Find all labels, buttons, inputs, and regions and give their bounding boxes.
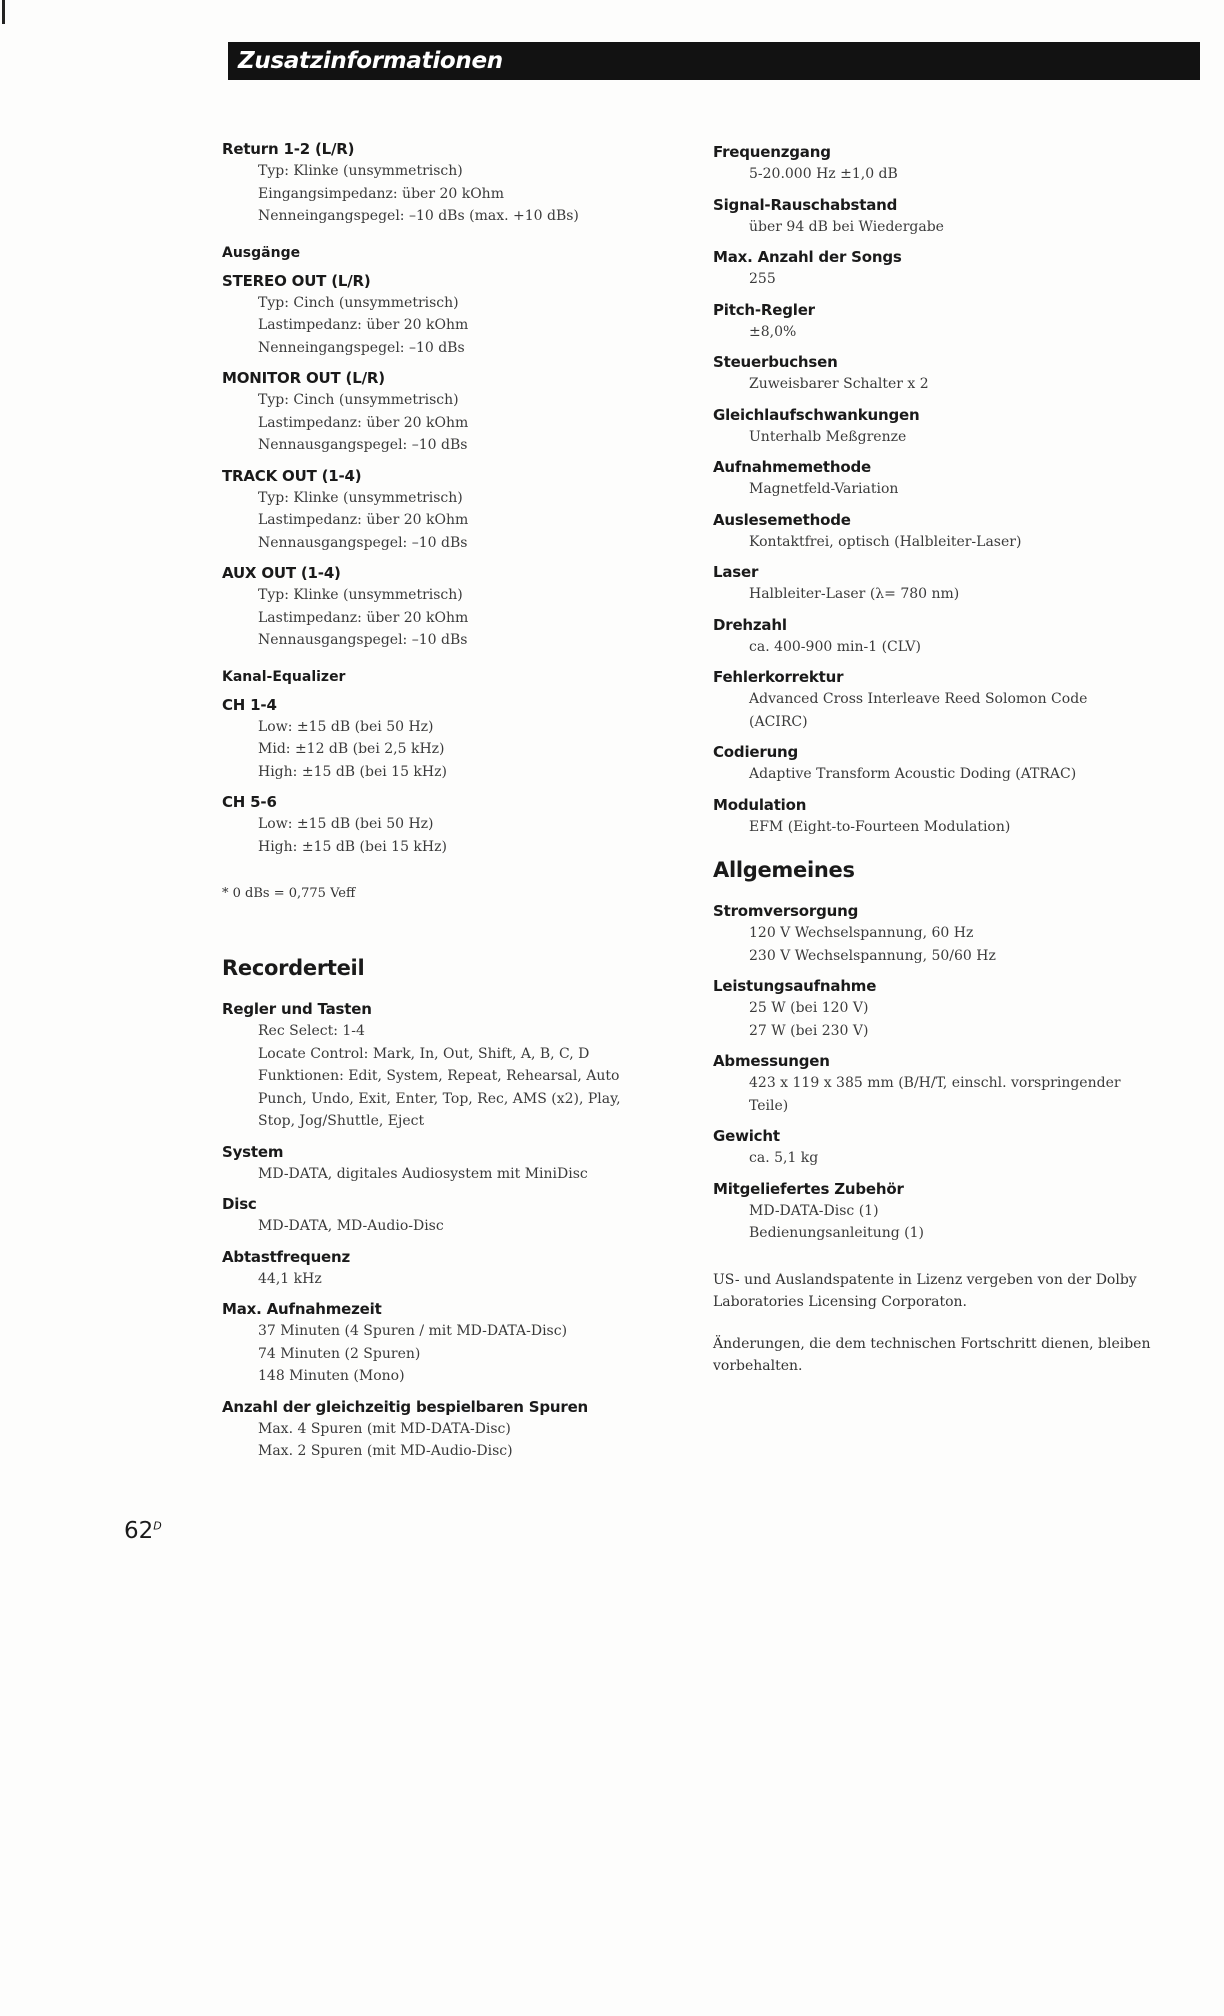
spec-line: 255 (749, 271, 776, 287)
spec-line: Lastimpedanz: über 20 kOhm (258, 609, 469, 626)
left-column (222, 138, 662, 1471)
spec-entry (713, 509, 1183, 554)
spec-line: Punch, Undo, Exit, Enter, Top, Rec, AMS (x2), Play, (258, 1090, 621, 1107)
spec-line: 74 Minuten (2 Spuren) (258, 1345, 421, 1362)
spec-line: Nennausgangspegel: –10 dBs (258, 437, 468, 453)
spec-line: Magnetfeld-Variation (749, 481, 899, 497)
spec-line: Bedienungsanleitung (1) (749, 1225, 924, 1241)
spec-line: 423 x 119 x 385 mm (B/H/T, einschl. vorspringender (749, 1075, 1121, 1091)
spec-line: 5-20.000 Hz ±1,0 dB (749, 166, 898, 182)
spec-line: Low: ±15 dB (bei 50 Hz) (258, 718, 434, 735)
spec-entry (713, 1125, 1183, 1170)
spec-title: Auslesemethode (713, 510, 851, 529)
spec-title: Anzahl der gleichzeitig bespielbaren Spuren (222, 1397, 589, 1416)
spec-line: Typ: Cinch (unsymmetrisch) (258, 294, 459, 311)
footnote: * 0 dBs = 0,775 Veff (222, 886, 356, 901)
spec-entry (222, 367, 662, 457)
spec-entry (222, 138, 662, 228)
spec-title: Drehzahl (713, 615, 787, 634)
spec-line: MD-DATA-Disc (1) (749, 1202, 879, 1219)
spec-line: Lastimpedanz: über 20 kOhm (258, 317, 469, 333)
spec-title: Leistungsaufnahme (713, 977, 877, 995)
spec-entry (713, 900, 1183, 967)
spec-line: 120 V Wechselspannung, 60 Hz (749, 925, 974, 941)
spec-line: (ACIRC) (749, 713, 808, 730)
spec-title: Gewicht (713, 1127, 780, 1145)
spec-line: Funktionen: Edit, System, Repeat, Rehearsal, Auto (258, 1068, 620, 1084)
spec-title: Max. Anzahl der Songs (713, 248, 902, 266)
spec-entry (713, 975, 1183, 1042)
spec-line: 27 W (bei 230 V) (749, 1022, 869, 1039)
spec-line: Lastimpedanz: über 20 kOhm (258, 512, 469, 528)
spec-line: 37 Minuten (4 Spuren / mit MD-DATA-Disc) (258, 1323, 568, 1339)
spec-title: CH 1-4 (222, 695, 277, 714)
change-note: Änderungen, die dem technischen Fortschritt dienen, bleiben vorbehalten. (713, 1335, 1151, 1374)
spec-title: Stromversorgung (713, 902, 859, 920)
spec-line: Typ: Klinke (unsymmetrisch) (258, 489, 463, 506)
spec-title: TRACK OUT (1-4) (222, 466, 362, 485)
spec-line: Stop, Jog/Shuttle, Eject (258, 1113, 425, 1129)
spec-title: Steuerbuchsen (713, 353, 838, 371)
spec-line: 25 W (bei 120 V) (749, 1000, 869, 1016)
spec-line: Typ: Cinch (unsymmetrisch) (258, 392, 459, 408)
section-heading-recorderteil: Recorderteil (222, 956, 365, 980)
spec-title: Gleichlaufschwankungen (713, 405, 920, 424)
spec-line: Lastimpedanz: über 20 kOhm (258, 414, 469, 431)
spec-entry (713, 194, 1183, 239)
spec-entry (713, 666, 1183, 733)
spec-title: Codierung (713, 743, 799, 761)
spec-entry (713, 614, 1183, 659)
spec-title: Mitgeliefertes Zubehör (713, 1179, 904, 1198)
spec-title: Regler und Tasten (222, 1000, 372, 1018)
section-heading-allgemeines: Allgemeines (713, 858, 855, 882)
subheading-kanal-equalizer: Kanal-Equalizer (222, 668, 346, 685)
spec-title: System (222, 1142, 284, 1161)
spec-line: Adaptive Transform Acoustic Doding (ATRAC) (749, 766, 1077, 782)
spec-title: Pitch-Regler (713, 300, 815, 319)
spec-title: Abtastfrequenz (222, 1247, 351, 1266)
spec-line: Nennausgangspegel: –10 dBs (258, 534, 468, 551)
spec-line: über 94 dB bei Wiedergabe (749, 218, 944, 235)
spec-title: MONITOR OUT (L/R) (222, 369, 385, 387)
page-number (124, 1518, 162, 1544)
spec-line: Advanced Cross Interleave Reed Solomon Code (749, 691, 1088, 707)
spec-entry (222, 1298, 662, 1388)
spec-entry (222, 1141, 662, 1186)
page-number-value: 62 (124, 1518, 154, 1544)
spec-entry (713, 141, 1183, 186)
spec-title: Abmessungen (713, 1052, 830, 1070)
spec-line: MD-DATA, MD-Audio-Disc (258, 1218, 444, 1234)
spec-line: Teile) (749, 1097, 789, 1114)
spec-line: Halbleiter-Laser (λ= 780 nm) (749, 586, 960, 602)
spec-line: Nenneingangspegel: –10 dBs (max. +10 dBs) (258, 208, 579, 224)
section-header-bar: Zusatzinformationen (228, 42, 1200, 80)
spec-entry (713, 299, 1183, 344)
spec-entry (222, 998, 662, 1133)
spec-line: ±8,0% (749, 323, 797, 340)
spec-entry (713, 456, 1183, 501)
spec-line: ca. 5,1 kg (749, 1150, 819, 1166)
spec-line: 230 V Wechselspannung, 50/60 Hz (749, 947, 996, 964)
spec-entry (713, 404, 1183, 449)
spec-title: Signal-Rauschabstand (713, 195, 898, 214)
spec-title: Aufnahmemethode (713, 458, 871, 476)
spec-line: Nennausgangspegel: –10 dBs (258, 632, 468, 648)
spec-line: Unterhalb Meßgrenze (749, 428, 907, 445)
spec-line: Mid: ±12 dB (bei 2,5 kHz) (258, 741, 445, 757)
spec-title: Fehlerkorrektur (713, 668, 844, 686)
spec-title: Return 1-2 (L/R) (222, 140, 355, 158)
spec-line: Eingangsimpedanz: über 20 kOhm (258, 185, 504, 202)
spec-entry (222, 1193, 662, 1238)
spec-entry (713, 794, 1183, 839)
spec-line: MD-DATA, digitales Audiosystem mit MiniDisc (258, 1165, 588, 1182)
patent-note: US- und Auslandspatente in Lizenz vergeben von der Dolby Laboratories Licensing Corporaton. (713, 1271, 1137, 1310)
spec-line: 44,1 kHz (258, 1270, 322, 1287)
spec-line: Max. 4 Spuren (mit MD-DATA-Disc) (258, 1420, 511, 1437)
spec-entry (222, 465, 662, 555)
spec-line: Nenneingangspegel: –10 dBs (258, 339, 465, 356)
spec-title: Disc (222, 1195, 257, 1213)
spec-entry (222, 1246, 662, 1291)
spec-title: Max. Aufnahmezeit (222, 1300, 382, 1318)
spec-line: High: ±15 dB (bei 15 kHz) (258, 838, 447, 855)
spec-entry (222, 791, 662, 858)
spec-title: AUX OUT (1-4) (222, 564, 341, 582)
spec-entry (713, 246, 1183, 291)
spec-line: Typ: Klinke (unsymmetrisch) (258, 163, 463, 179)
spec-title: Laser (713, 563, 759, 581)
page-edge-rule (2, 0, 5, 24)
subheading-ausgaenge: Ausgänge (222, 244, 301, 261)
spec-line: 148 Minuten (Mono) (258, 1368, 405, 1384)
spec-line: Locate Control: Mark, In, Out, Shift, A, B, C, D (258, 1045, 590, 1062)
spec-title: CH 5-6 (222, 793, 277, 811)
spec-entry (713, 741, 1183, 786)
spec-line: Kontaktfrei, optisch (Halbleiter-Laser) (749, 533, 1022, 550)
spec-entry (222, 270, 662, 360)
spec-line: Typ: Klinke (unsymmetrisch) (258, 587, 463, 603)
spec-line: EFM (Eight-to-Fourteen Modulation) (749, 818, 1011, 835)
spec-entry (222, 1396, 662, 1463)
page-number-suffix: D (153, 1519, 162, 1533)
spec-line: Low: ±15 dB (bei 50 Hz) (258, 816, 434, 832)
spec-title: Modulation (713, 795, 807, 814)
spec-line: Rec Select: 1-4 (258, 1023, 365, 1039)
spec-line: High: ±15 dB (bei 15 kHz) (258, 763, 447, 780)
spec-entry (222, 694, 662, 784)
spec-entry (713, 351, 1183, 396)
spec-line: ca. 400-900 min-1 (CLV) (749, 638, 921, 655)
spec-entry (222, 562, 662, 652)
spec-title: Frequenzgang (713, 143, 831, 161)
spec-entry (713, 1178, 1183, 1245)
spec-title: STEREO OUT (L/R) (222, 271, 371, 290)
spec-line: Max. 2 Spuren (mit MD-Audio-Disc) (258, 1443, 513, 1459)
spec-entry (713, 1050, 1183, 1117)
spec-line: Zuweisbarer Schalter x 2 (749, 376, 929, 392)
spec-entry (713, 561, 1183, 606)
right-column (713, 141, 1183, 1397)
